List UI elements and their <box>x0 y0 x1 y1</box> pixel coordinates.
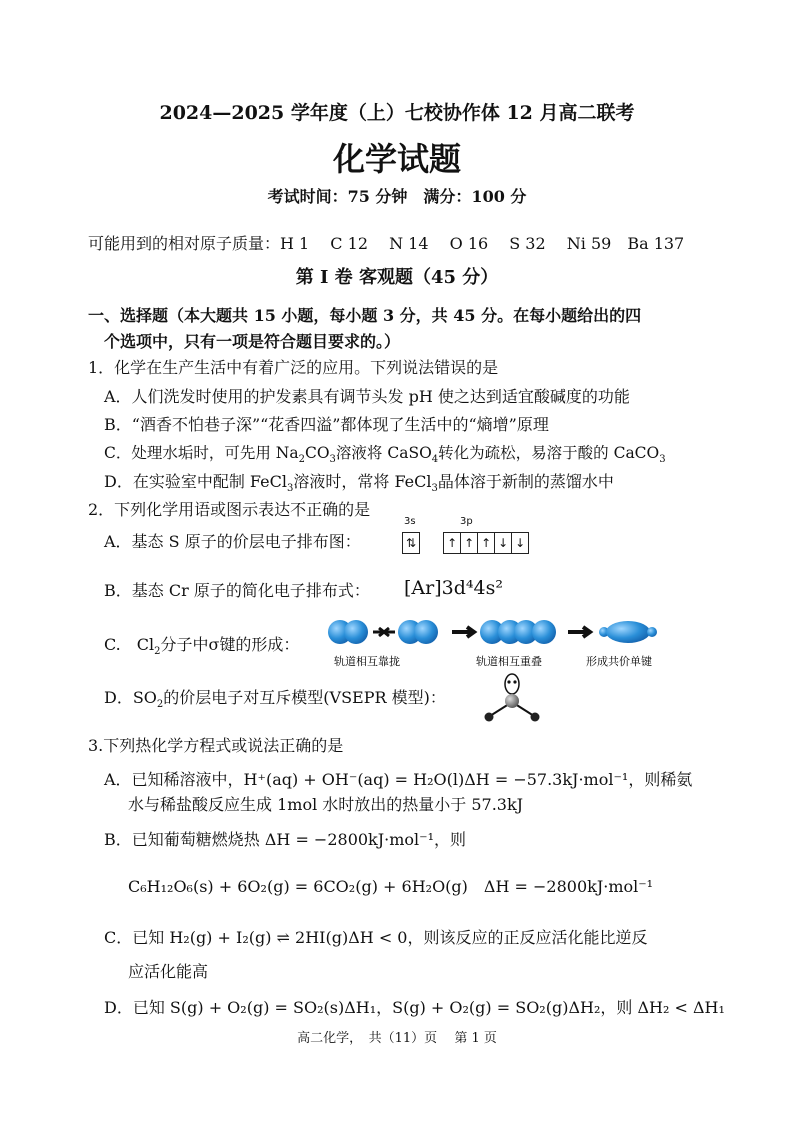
arrow-right-icon <box>568 627 590 637</box>
arrow-right-icon <box>452 627 474 637</box>
q3-option-b-equation: C₆H₁₂O₆(s) + 6O₂(g) = 6CO₂(g) + 6H₂O(g) ΔH = −2800kJ·mol⁻¹ <box>128 877 654 896</box>
q2-stem: 2．下列化学用语或图示表达不正确的是 <box>88 500 371 519</box>
q1-option-c: C．处理水垢时，可先用 $Na_2CO_3$溶液将 CaSO$_4$转化为疏松，易溶于酸的 CaCO$_3$ <box>104 444 666 466</box>
label-overlap: 轨道相互重叠 <box>476 655 542 668</box>
orbital-box-3p-2: ↑ <box>460 532 478 554</box>
outer-atom <box>485 713 494 722</box>
q3-option-a-line1: A．已知稀溶液中，H⁺(aq) + OH⁻(aq) = H₂O(l)ΔH = −57.3kJ·mol⁻¹，则稀氨 <box>104 770 693 789</box>
section-instruction-2: 个选项中，只有一项是符合题目要求的。） <box>104 332 401 351</box>
section-instruction-1: 一、选择题（本大题共 15 小题，每小题 3 分，共 45 分。在每小题给出的四 <box>88 306 642 325</box>
arrow-left-icon <box>384 628 395 636</box>
q2-option-a: A．基态 S 原子的价层电子排布图： <box>104 532 361 551</box>
orbital-box-3p-1: ↑ <box>443 532 461 554</box>
q1-option-d: D．在实验室中配制 FeCl$_3$溶液时，常将 FeCl$_3$晶体溶于新制的蒸馏水中 <box>104 472 614 495</box>
q3-option-d: D．已知 S(g) + O₂(g) = SO₂(s)ΔH₁，S(g) + O₂(g) = SO₂(g)ΔH₂，则 ΔH₂ < ΔH₁ <box>104 998 725 1017</box>
q1-option-a: A．人们洗发时使用的护发素具有调节头发 pH 使之达到适宜酸碱度的功能 <box>104 387 630 406</box>
q1-option-b: B．“酒香不怕巷子深”“花香四溢”都体现了生活中的“熵增”原理 <box>104 415 549 434</box>
orbital-lobe <box>647 627 657 637</box>
outer-atom <box>531 713 540 722</box>
q3-option-c-line1: C．已知 H₂(g) + I₂(g) ⇌ 2HI(g)ΔH < 0，则该反应的正反应活化能比逆反 <box>104 928 648 947</box>
subject-title: 化学试题 <box>332 140 461 178</box>
orbital-box-3s: ⇅ <box>402 532 420 554</box>
exam-title: 2024—2025 学年度（上）七校协作体 12 月高二联考 <box>159 102 635 124</box>
orbital-lobe <box>344 620 368 644</box>
q1-stem: 1．化学在生产生活中有着广泛的应用。下列说法错误的是 <box>88 358 499 377</box>
orbital-box-3p-4: ↓ <box>494 532 512 554</box>
label-approach: 轨道相互靠拢 <box>334 655 400 668</box>
vsepr-model-diagram <box>480 672 550 724</box>
label-3p: 3p <box>460 516 473 527</box>
lone-pair-lobe <box>505 674 519 694</box>
electron-dot <box>507 680 510 683</box>
central-atom <box>505 694 519 708</box>
q3-option-c-line2: 应活化能高 <box>128 962 209 981</box>
bond-ellipse <box>606 621 650 643</box>
section-title: 第 I 卷 客观题（45 分） <box>295 267 499 288</box>
atomic-masses: 可能用到的相对原子质量：H 1 C 12 N 14 O 16 S 32 Ni 59 Ba 137 <box>88 234 685 253</box>
page-footer: 高二化学， 共（11）页 第 1 页 <box>297 1031 497 1046</box>
q3-stem: 3.下列热化学方程式或说法正确的是 <box>88 736 344 755</box>
cr-formula: [Ar]3d⁴4s² <box>404 577 503 599</box>
q2-option-c: C. $Cl_2$分子中σ键的形成： <box>104 635 300 658</box>
sigma-bond-diagram <box>326 618 676 672</box>
exam-info: 考试时间：75 分钟 满分：100 分 <box>267 187 527 206</box>
q3-option-b-line1: B．已知葡萄糖燃烧热 ΔH = −2800kJ·mol⁻¹，则 <box>104 830 467 849</box>
orbital-lobe <box>532 620 556 644</box>
orbital-lobe <box>414 620 438 644</box>
q3-option-a-line2: 水与稀盐酸反应生成 1mol 水时放出的热量小于 57.3kJ <box>128 795 524 814</box>
q2-option-d: D．$SO_2$的价层电子对互斥模型(VSEPR 模型)： <box>104 688 446 711</box>
orbital-box-3p-3: ↑ <box>477 532 495 554</box>
q2-option-b: B．基态 Cr 原子的简化电子排布式： <box>104 581 370 600</box>
electron-dot <box>513 680 516 683</box>
orbital-box-3p-5: ↓ <box>511 532 529 554</box>
label-single-bond: 形成共价单键 <box>586 655 652 668</box>
label-3s: 3s <box>404 516 416 527</box>
